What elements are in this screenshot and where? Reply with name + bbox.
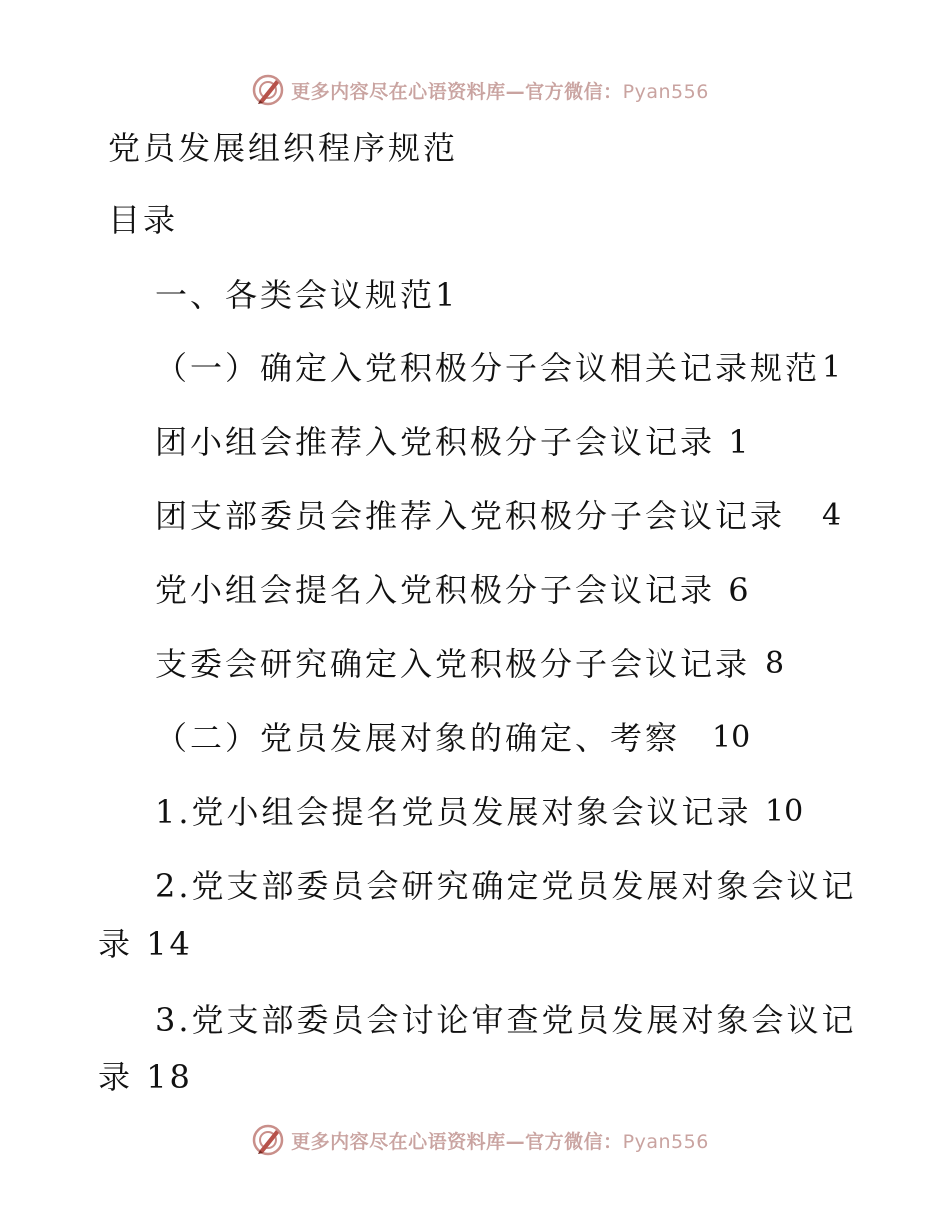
toc-entry-continuation-text: 录 [98,925,134,963]
toc-entry-text: 2.党支部委员会研究确定党员发展对象会议记 [155,867,857,905]
toc-entry-page: 4 [822,498,842,533]
toc-entry-page: 8 [765,646,785,681]
pen-logo-icon [251,73,285,107]
toc-entry-page: 18 [146,1058,193,1096]
toc-entry[interactable] [155,496,785,536]
pen-logo-icon [251,1123,285,1157]
toc-entry[interactable] [155,866,857,906]
toc-entry-text: 团小组会推荐入党积极分子会议记录 [155,423,716,461]
toc-entry-text: 3.党支部委员会讨论审查党员发展对象会议记 [155,1001,857,1039]
toc-entry[interactable] [155,792,752,832]
toc-entry[interactable] [155,348,820,388]
toc-entry-text: 一、各类会议规范 [155,276,436,314]
toc-entry[interactable] [155,570,752,610]
toc-entry-text: 党小组会提名入党积极分子会议记录 [155,571,716,609]
toc-entry-page: 10 [765,794,804,829]
toc-entry-text: 支委会研究确定入党积极分子会议记录 [155,645,751,683]
toc-entry-continuation-text: 录 [98,1058,134,1096]
toc-entry[interactable] [155,1000,857,1040]
toc-entry[interactable] [155,422,752,462]
toc-entry-page: 1 [728,423,752,461]
toc-entry-text: 团支部委员会推荐入党积极分子会议记录 [155,497,786,535]
toc-entry-text: （二）党员发展对象的确定、考察 [155,719,681,757]
watermark-text: 更多内容尽在心语资料库—官方微信： [291,80,623,103]
watermark-handle: Pyan556 [622,1130,709,1153]
toc-heading: 目录 [108,201,179,239]
toc-entry-page: 1 [822,350,842,385]
toc-entry-page: 10 [712,720,751,755]
toc-entry-continuation [98,924,193,964]
watermark-footer [0,1120,950,1160]
document-title: 党员发展组织程序规范 [108,129,459,167]
watermark-text: 更多内容尽在心语资料库—官方微信： [291,1130,623,1153]
toc-entry-page: 1 [435,276,459,314]
toc-entry[interactable] [155,718,680,758]
toc-entry-text: 1.党小组会提名党员发展对象会议记录 [155,793,752,831]
toc-entry-page: 14 [146,925,193,963]
toc-entry-continuation [98,1057,193,1097]
watermark-handle: Pyan556 [622,80,709,103]
toc-entry[interactable] [155,644,750,684]
watermark-header [0,70,950,110]
toc-entry-text: （一）确定入党积极分子会议相关记录规范 [155,349,821,387]
toc-entry-page: 6 [728,571,752,609]
toc-entry[interactable] [155,275,458,315]
